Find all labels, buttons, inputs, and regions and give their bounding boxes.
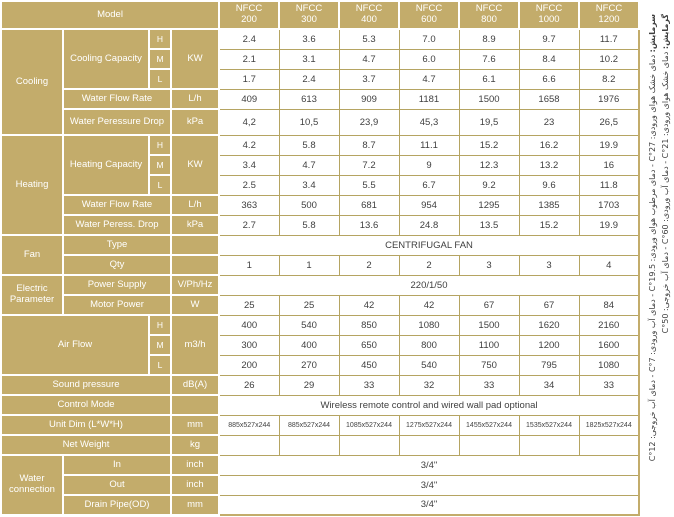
data-cell: 34 — [519, 375, 579, 395]
data-cell: 1181 — [399, 89, 459, 109]
data-cell — [519, 435, 579, 455]
data-cell: 1 — [279, 255, 339, 275]
data-cell: 32 — [399, 375, 459, 395]
water-out-value: 3/4" — [219, 475, 639, 495]
data-cell: 26,5 — [579, 109, 639, 135]
data-cell: 650 — [339, 335, 399, 355]
model-column-header — [579, 1, 639, 29]
data-cell: 400 — [279, 335, 339, 355]
power-supply-row — [1, 275, 639, 295]
data-cell: 1295 — [459, 195, 519, 215]
data-cell: 15.2 — [459, 135, 519, 155]
rating-conditions-notes — [646, 14, 672, 508]
data-cell — [579, 435, 639, 455]
data-cell: 613 — [279, 89, 339, 109]
power-supply-value: 220/1/50 — [219, 275, 639, 295]
data-cell: 4.7 — [399, 69, 459, 89]
data-cell: 1275x527x244 — [399, 415, 459, 435]
row-label-control-mode: Control Mode — [1, 395, 171, 415]
row-label-water-in: In — [63, 455, 171, 475]
section-cell-heating: Heating — [1, 135, 63, 235]
unit-cell: KW — [171, 29, 219, 89]
data-cell: 23 — [519, 109, 579, 135]
model-name: NFCC 800 — [475, 3, 503, 25]
data-cell: 5.3 — [339, 29, 399, 49]
data-cell: 5.8 — [279, 215, 339, 235]
data-cell: 19.9 — [579, 135, 639, 155]
data-cell: 11.1 — [399, 135, 459, 155]
data-cell: 800 — [399, 335, 459, 355]
speed-cell-m: M — [149, 155, 171, 175]
data-cell: 3.6 — [279, 29, 339, 49]
data-cell: 500 — [279, 195, 339, 215]
data-cell: 7.6 — [459, 49, 519, 69]
data-cell: 1080 — [399, 315, 459, 335]
data-cell: 1600 — [579, 335, 639, 355]
model-column-header — [339, 1, 399, 29]
unit-dim-row — [1, 415, 639, 435]
model-column-header — [399, 1, 459, 29]
data-cell: 19,5 — [459, 109, 519, 135]
data-cell: 6.0 — [399, 49, 459, 69]
data-cell: 23,9 — [339, 109, 399, 135]
data-cell: 11.7 — [579, 29, 639, 49]
section-cell-fan: Fan — [1, 235, 63, 275]
data-cell: 540 — [279, 315, 339, 335]
unit-cell: mm — [171, 495, 219, 515]
data-cell: 9 — [399, 155, 459, 175]
data-cell: 42 — [339, 295, 399, 315]
model-name: NFCC 600 — [415, 3, 443, 25]
row-label-fan-qty: Qty — [63, 255, 171, 275]
data-cell: 2.5 — [219, 175, 279, 195]
row-label-pressure-drop: Water Peress. Drop — [63, 215, 171, 235]
data-cell: 13.6 — [339, 215, 399, 235]
speed-cell-l: L — [149, 175, 171, 195]
data-cell: 1703 — [579, 195, 639, 215]
data-cell: 15.2 — [519, 215, 579, 235]
data-cell: 67 — [519, 295, 579, 315]
data-cell: 11.8 — [579, 175, 639, 195]
model-name: NFCC 400 — [355, 3, 383, 25]
sound-pressure-row — [1, 375, 639, 395]
data-cell: 10,5 — [279, 109, 339, 135]
fan-type-row — [1, 235, 639, 255]
data-cell: 885x527x244 — [279, 415, 339, 435]
data-cell: 3 — [519, 255, 579, 275]
data-cell: 1825x527x244 — [579, 415, 639, 435]
data-cell: 4.7 — [339, 49, 399, 69]
heating-pressure-drop-row — [1, 215, 639, 235]
row-label-drain-pipe: Drain Pipe(OD) — [63, 495, 171, 515]
data-cell: 3.4 — [279, 175, 339, 195]
header-row — [1, 1, 639, 29]
water-in-row — [1, 455, 639, 475]
data-cell: 1620 — [519, 315, 579, 335]
model-header-cell: Model — [1, 1, 219, 29]
data-cell: 3.7 — [339, 69, 399, 89]
data-cell: 8.9 — [459, 29, 519, 49]
row-label-unit-dim: Unit Dim (L*W*H) — [1, 415, 171, 435]
data-cell: 2.7 — [219, 215, 279, 235]
data-cell: 2.1 — [219, 49, 279, 69]
unit-cell: dB(A) — [171, 375, 219, 395]
data-cell: 42 — [399, 295, 459, 315]
data-cell: 681 — [339, 195, 399, 215]
fan-qty-row — [1, 255, 639, 275]
row-label-pressure-drop: Water Peressure Drop — [63, 109, 171, 135]
side-note-heating-lead: گرمایش: — [661, 14, 670, 50]
unit-cell: L/h — [171, 195, 219, 215]
row-label-motor-power: Motor Power — [63, 295, 171, 315]
unit-cell: m3/h — [171, 315, 219, 375]
drain-pipe-value: 3/4" — [219, 495, 639, 515]
data-cell: 13.5 — [459, 215, 519, 235]
unit-cell: kg — [171, 435, 219, 455]
row-label-cooling-capacity: Cooling Capacity — [63, 29, 149, 89]
data-cell: 270 — [279, 355, 339, 375]
data-cell: 363 — [219, 195, 279, 215]
data-cell: 9.2 — [459, 175, 519, 195]
unit-cell-empty — [171, 395, 219, 415]
data-cell: 1455x527x244 — [459, 415, 519, 435]
unit-cell: kPa — [171, 109, 219, 135]
data-cell: 954 — [399, 195, 459, 215]
data-cell: 6.7 — [399, 175, 459, 195]
fan-type-value: CENTRIFUGAL FAN — [219, 235, 639, 255]
section-cell-cooling: Cooling — [1, 29, 63, 135]
row-label-water-flow: Water Flow Rate — [63, 195, 171, 215]
control-mode-row — [1, 395, 639, 415]
row-label-fan-type: Type — [63, 235, 171, 255]
row-label-net-weight: Net Weight — [1, 435, 171, 455]
data-cell: 2160 — [579, 315, 639, 335]
row-label-heating-capacity: Heating Capacity — [63, 135, 149, 195]
row-label-water-flow: Water Flow Rate — [63, 89, 171, 109]
data-cell — [339, 435, 399, 455]
data-cell: 3.1 — [279, 49, 339, 69]
data-cell: 400 — [219, 315, 279, 335]
data-cell: 850 — [339, 315, 399, 335]
model-name: NFCC 300 — [295, 3, 323, 25]
data-cell: 33 — [459, 375, 519, 395]
data-cell: 84 — [579, 295, 639, 315]
motor-power-row — [1, 295, 639, 315]
data-cell: 3 — [459, 255, 519, 275]
data-cell: 25 — [279, 295, 339, 315]
side-note-heating-text: دمای خشک هوای ورودی: 21°C - دمای آب ورودی: 60°C - دمای آب خروجی: 50°C — [661, 49, 670, 334]
data-cell: 1085x527x244 — [339, 415, 399, 435]
data-cell: 2 — [399, 255, 459, 275]
data-cell: 8.7 — [339, 135, 399, 155]
section-cell-water-connection: Water connection — [1, 455, 63, 515]
data-cell: 7.2 — [339, 155, 399, 175]
data-cell: 12.3 — [459, 155, 519, 175]
data-cell: 16 — [579, 155, 639, 175]
data-cell: 5.8 — [279, 135, 339, 155]
data-cell: 26 — [219, 375, 279, 395]
data-cell: 885x527x244 — [219, 415, 279, 435]
data-cell: 1658 — [519, 89, 579, 109]
control-mode-value: Wireless remote control and wired wall pad optional — [219, 395, 639, 415]
cooling-water-flow-row — [1, 89, 639, 109]
speed-cell-h: H — [149, 135, 171, 155]
data-cell: 19.9 — [579, 215, 639, 235]
data-cell: 2.4 — [279, 69, 339, 89]
data-cell: 3.4 — [219, 155, 279, 175]
data-cell: 45,3 — [399, 109, 459, 135]
model-column-header — [219, 1, 279, 29]
unit-cell: kPa — [171, 215, 219, 235]
row-label-air-flow: Air Flow — [1, 315, 149, 375]
data-cell: 1200 — [519, 335, 579, 355]
data-cell: 25 — [219, 295, 279, 315]
unit-cell: inch — [171, 475, 219, 495]
speed-cell-m: M — [149, 49, 171, 69]
model-column-header — [459, 1, 519, 29]
data-cell: 4.7 — [279, 155, 339, 175]
speed-cell-l: L — [149, 69, 171, 89]
data-cell: 8.2 — [579, 69, 639, 89]
data-cell: 33 — [339, 375, 399, 395]
unit-cell-empty — [171, 235, 219, 255]
data-cell: 9.7 — [519, 29, 579, 49]
row-label-water-out: Out — [63, 475, 171, 495]
data-cell — [399, 435, 459, 455]
speed-cell-h: H — [149, 29, 171, 49]
data-cell: 2 — [339, 255, 399, 275]
speed-cell-m: M — [149, 335, 171, 355]
model-name: NFCC 1000 — [535, 3, 563, 25]
unit-cell: mm — [171, 415, 219, 435]
data-cell: 29 — [279, 375, 339, 395]
air-flow-h-row — [1, 315, 639, 335]
unit-cell: L/h — [171, 89, 219, 109]
section-cell-electric: Electric Parameter — [1, 275, 63, 315]
unit-cell: V/Ph/Hz — [171, 275, 219, 295]
model-name: NFCC 200 — [235, 3, 263, 25]
data-cell — [459, 435, 519, 455]
unit-cell-empty — [171, 255, 219, 275]
data-cell: 1.7 — [219, 69, 279, 89]
model-column-header — [279, 1, 339, 29]
heating-capacity-h-row — [1, 135, 639, 155]
row-label-sound-pressure: Sound pressure — [1, 375, 171, 395]
data-cell: 67 — [459, 295, 519, 315]
unit-cell: W — [171, 295, 219, 315]
row-label-power-supply: Power Supply — [63, 275, 171, 295]
speed-cell-l: L — [149, 355, 171, 375]
data-cell: 1500 — [459, 315, 519, 335]
data-cell: 6.6 — [519, 69, 579, 89]
data-cell: 1 — [219, 255, 279, 275]
data-cell: 2.4 — [219, 29, 279, 49]
data-cell: 13.2 — [519, 155, 579, 175]
side-note-cooling-lead: سرمایش: — [648, 14, 657, 53]
side-note-cooling — [646, 14, 659, 508]
data-cell: 450 — [339, 355, 399, 375]
model-column-header — [519, 1, 579, 29]
data-cell: 33 — [579, 375, 639, 395]
data-cell: 10.2 — [579, 49, 639, 69]
side-note-heating — [659, 14, 672, 508]
model-name: NFCC 1200 — [595, 3, 623, 25]
data-cell: 409 — [219, 89, 279, 109]
data-cell: 750 — [459, 355, 519, 375]
data-cell: 795 — [519, 355, 579, 375]
data-cell: 1535x527x244 — [519, 415, 579, 435]
data-cell: 540 — [399, 355, 459, 375]
heating-water-flow-row — [1, 195, 639, 215]
cooling-capacity-h-row — [1, 29, 639, 49]
side-note-cooling-text: دمای خشک هوای ورودی: 27°C - دمای مرطوب هوای ورودی: 19.5°C - دمای آب ورودی: 7°C - دمای آب خروجی: 12°C — [648, 52, 657, 462]
data-cell: 1080 — [579, 355, 639, 375]
data-cell: 6.1 — [459, 69, 519, 89]
data-cell: 200 — [219, 355, 279, 375]
data-cell: 4,2 — [219, 109, 279, 135]
data-cell: 1500 — [459, 89, 519, 109]
data-cell: 4 — [579, 255, 639, 275]
unit-cell: KW — [171, 135, 219, 195]
water-in-value: 3/4" — [219, 455, 639, 475]
data-cell: 24.8 — [399, 215, 459, 235]
unit-cell: inch — [171, 455, 219, 475]
speed-cell-h: H — [149, 315, 171, 335]
data-cell: 1100 — [459, 335, 519, 355]
data-cell — [219, 435, 279, 455]
data-cell: 8.4 — [519, 49, 579, 69]
data-cell: 4.2 — [219, 135, 279, 155]
data-cell: 1385 — [519, 195, 579, 215]
data-cell: 300 — [219, 335, 279, 355]
cooling-pressure-drop-row — [1, 109, 639, 135]
data-cell: 1976 — [579, 89, 639, 109]
data-cell — [279, 435, 339, 455]
data-cell: 7.0 — [399, 29, 459, 49]
data-cell: 9.6 — [519, 175, 579, 195]
water-out-row — [1, 475, 639, 495]
data-cell: 5.5 — [339, 175, 399, 195]
net-weight-row — [1, 435, 639, 455]
data-cell: 16.2 — [519, 135, 579, 155]
drain-pipe-row — [1, 495, 639, 515]
data-cell: 909 — [339, 89, 399, 109]
